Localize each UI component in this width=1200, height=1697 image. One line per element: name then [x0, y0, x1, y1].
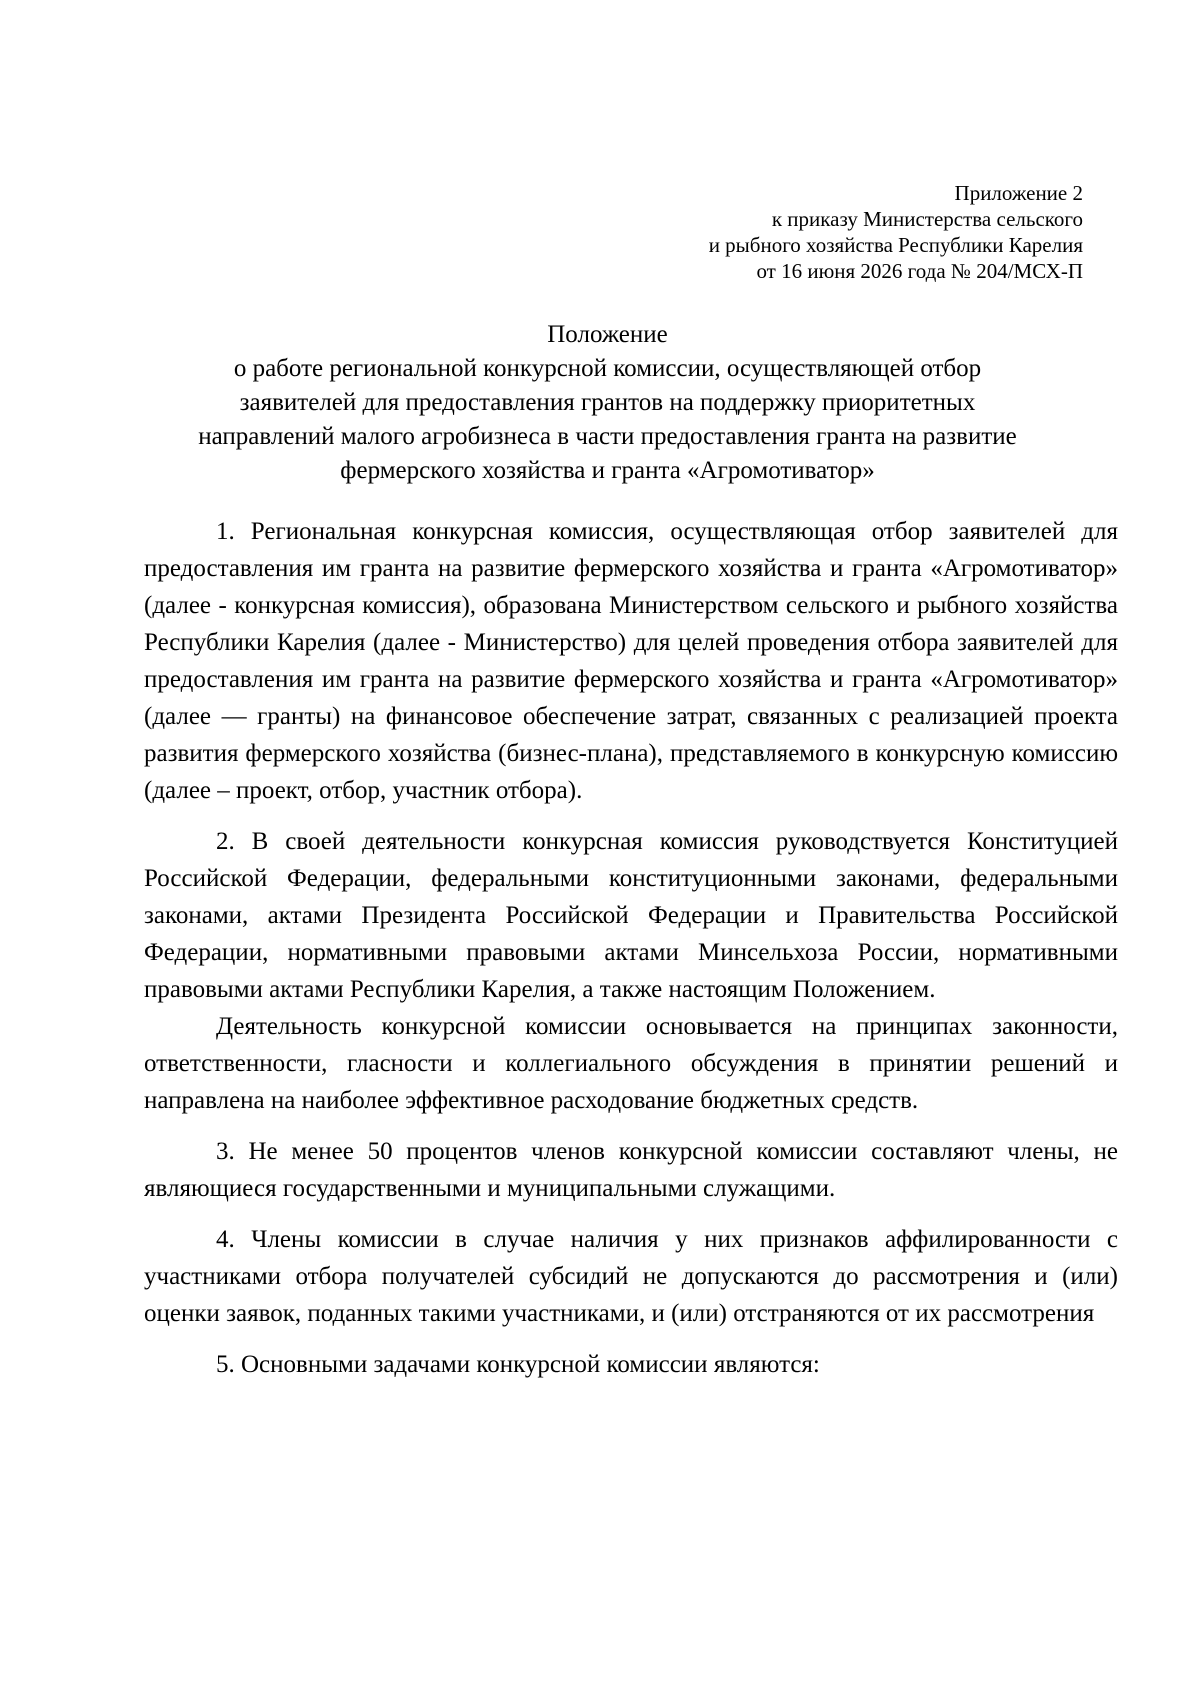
- title-line-2: заявителей для предоставления грантов на поддержку приоритетных: [239, 389, 976, 416]
- appendix-line-number: Приложение 2: [954, 181, 1083, 205]
- document-title: [130, 318, 1085, 488]
- paragraph-3: 3. Не менее 50 процентов членов конкурсной комиссии составляют члены, не являющиеся государственными и муниципальными служащими.: [144, 1138, 1118, 1202]
- title-heading: Положение: [547, 321, 668, 348]
- paragraph-2: 2. В своей деятельности конкурсная комиссия руководствуется Конституцией Российской Федерации, федеральными конституционными законами, федеральными законами, актами Президента Российской Федерации и Правительства Российской Федерации, нормативными правовыми актами Минсельхоза России, нормативными правовыми актами Республики Карелия, а также настоящим Положением.: [144, 828, 1118, 1003]
- appendix-line-ministry: и рыбного хозяйства Республики Карелия: [708, 233, 1083, 257]
- appendix-line-date: от 16 июня 2026 года № 204/МСХ-П: [756, 259, 1083, 283]
- title-line-3: направлений малого агробизнеса в части предоставления гранта на развитие: [198, 423, 1017, 450]
- appendix-header: [709, 180, 1083, 284]
- title-line-4: фермерского хозяйства и гранта «Агромотиватор»: [340, 457, 875, 484]
- appendix-line-order: к приказу Министерства сельского: [771, 207, 1083, 231]
- paragraph-1: 1. Региональная конкурсная комиссия, осуществляющая отбор заявителей для предоставления им гранта на развитие фермерского хозяйства и гранта «Агромотиватор» (далее - конкурсная комиссия), образована Министерством сельского и рыбного хозяйства Республики Карелия (далее - Министерство) для целей проведения отбора заявителей для предоставления им гранта на развитие фермерского хозяйства и гранта «Агромотиватор» (далее — гранты) на финансовое обеспечение затрат, связанных с реализацией проекта развития фермерского хозяйства (бизнес-плана), представляемого в конкурсную комиссию (далее – проект, отбор, участник отбора).: [144, 518, 1118, 804]
- title-line-1: о работе региональной конкурсной комиссии, осуществляющей отбор: [233, 355, 982, 382]
- paragraph-5: 5. Основными задачами конкурсной комиссии являются:: [216, 1351, 820, 1378]
- paragraph-4: 4. Члены комиссии в случае наличия у них признаков аффилированности с участниками отбора получателей субсидий не допускаются до рассмотрения и (или) оценки заявок, поданных такими участниками, и (или) отстраняются от их рассмотрения: [144, 1226, 1118, 1327]
- document-body: [144, 513, 1118, 1383]
- paragraph-2-continued: Деятельность конкурсной комиссии основывается на принципах законности, ответственности, гласности и коллегиального обсуждения в принятии решений и направлена на наиболее эффективное расходование бюджетных средств.: [144, 1013, 1118, 1114]
